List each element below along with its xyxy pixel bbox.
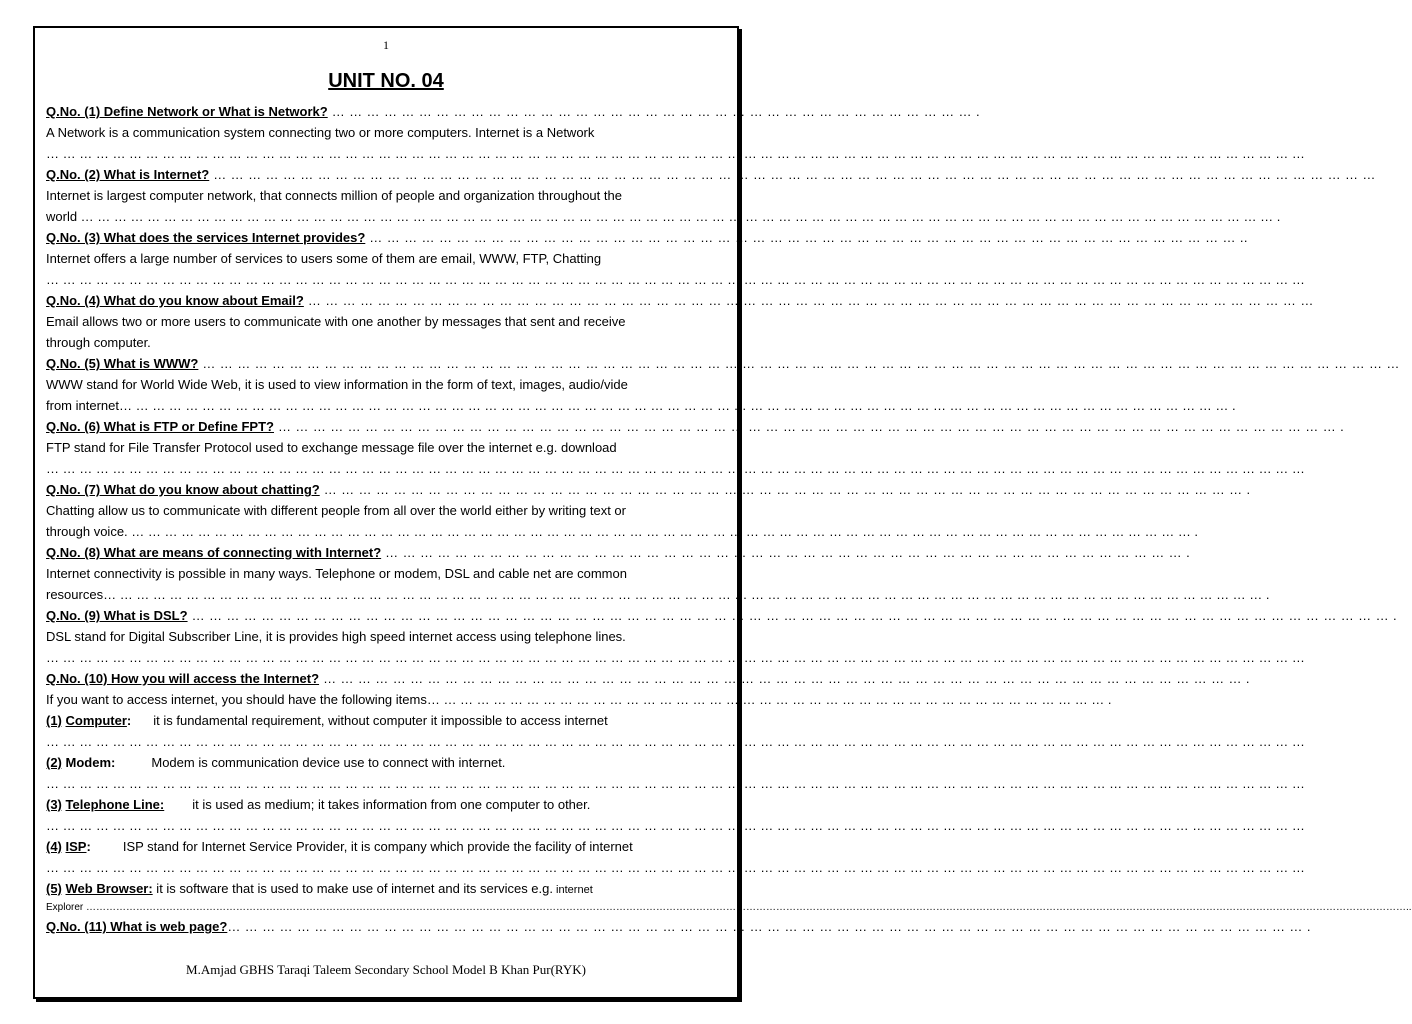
answer-line: … … … … … … … … … … … … … … … … … … … … … … … … … … … … … … … … … … … … … … … … … … … … … … … … … … … … … … … … … … … … … … … … … … … … … … … … … … … … — [46, 860, 1305, 875]
requirement-item: (4) ISP: ISP stand for Internet Service Provider, it is company which provide the facility of internet — [46, 839, 633, 854]
question-heading: Q.No. (5) What is WWW? … … … … … … … … … … … … … … … … … … … … … … … … … … … … … … … … … … … … … … … … … … … … … … … … … … … … … … … … … … … … … … … … … … … … … — [46, 356, 1400, 371]
answer-line: … … … … … … … … … … … … … … … … … … … … … … … … … … … … … … … … … … … … … … … … … … … … … … … … … … … … … … … … … … … … … … … … … … … … … … … … … … … … — [46, 461, 1305, 476]
answer-line: … … … … … … … … … … … … … … … … … … … … … … … … … … … … … … … … … … … … … … … … … … … … … … … … … … … … … … … … … … … … … … … … … … … … … … … … … … … … — [46, 734, 1305, 749]
answer-line: resources… … … … … … … … … … … … … … … … … … … … … … … … … … … … … … … … … … … … … … … … … … … … … … … … … … … … … … … … … … … … … … … … … … … … … … . — [46, 587, 1270, 602]
answer-line: If you want to access internet, you should have the following items… … … … … … … … … … … … … … … … … … … … … … … … … … … … … … … … … … … … … … … … … . — [46, 692, 1112, 707]
question-heading: Q.No. (11) What is web page?… … … … … … … … … … … … … … … … … … … … … … … … … … … … … … … … … … … … … … … … … … … … … … … … … … … … … … … … … … … … … … . — [46, 919, 1311, 934]
requirement-item: (2) Modem: Modem is communication device use to connect with internet. — [46, 755, 506, 770]
question-heading: Q.No. (6) What is FTP or Define FPT? … … … … … … … … … … … … … … … … … … … … … … … … … … … … … … … … … … … … … … … … … … … … … … … … … … … … … … … … … … … … … . — [46, 419, 1345, 434]
question-heading: Q.No. (10) How you will access the Internet? … … … … … … … … … … … … … … … … … … … … … … … … … … … … … … … … … … … … … … … … … … … … … … … … … … … … … . — [46, 671, 1250, 686]
question-heading: Q.No. (4) What do you know about Email? … … … … … … … … … … … … … … … … … … … … … … … … … … … … … … … … … … … … … … … … … … … … … … … … … … … … … … … … … … — [46, 293, 1314, 308]
answer-line: … … … … … … … … … … … … … … … … … … … … … … … … … … … … … … … … … … … … … … … … … … … … … … … … … … … … … … … … … … … … … … … … … … … … … … … … … … … … — [46, 146, 1305, 161]
answer-line: Internet offers a large number of services to users some of them are email, WWW, FTP, Chatting — [46, 251, 602, 266]
page-number: 1 — [383, 38, 389, 52]
answer-line: WWW stand for World Wide Web, it is used to view information in the form of text, images, audio/vide — [46, 377, 628, 392]
answer-line: through computer. — [46, 335, 151, 350]
question-heading: Q.No. (8) What are means of connecting with Internet? … … … … … … … … … … … … … … … … … … … … … … … … … … … … … … … … … … … … … … … … … … … … … … . — [46, 545, 1191, 560]
answer-line: … … … … … … … … … … … … … … … … … … … … … … … … … … … … … … … … … … … … … … … … … … … … … … … … … … … … … … … … … … … … … … … … … … … … … … … … … … … … — [46, 272, 1305, 287]
answer-line: Internet is largest computer network, that connects million of people and organization throughout the — [46, 188, 622, 203]
question-heading: Q.No. (7) What do you know about chatting? … … … … … … … … … … … … … … … … … … … … … … … … … … … … … … … … … … … … … … … … … … … … … … … … … … … … … . — [46, 482, 1251, 497]
answer-line: Email allows two or more users to communicate with one another by messages that sent and receive — [46, 314, 626, 329]
question-list — [46, 101, 1400, 668]
question-heading: Q.No. (9) What is DSL? … … … … … … … … … … … … … … … … … … … … … … … … … … … … … … … … … … … … … … … … … … … … … … … … … … … … … … … … … … … … … … … … … … … … … . — [46, 608, 1398, 623]
answer-line: Explorer ……………………………………………………………………………………………………………………………………………………………………………………………………………………………………………………………………………………………………………………………………………………………….. — [46, 902, 1412, 913]
answer-line: from internet… … … … … … … … … … … … … … … … … … … … … … … … … … … … … … … … … … … … … … … … … … … … … … … … … … … … … … … … … … … … … … … … … … … . — [46, 398, 1236, 413]
answer-line: FTP stand for File Transfer Protocol used to exchange message file over the internet e.g. download — [46, 440, 617, 455]
footer-text: M.Amjad GBHS Taraqi Taleem Secondary School Model B Khan Pur(RYK) — [186, 962, 586, 977]
unit-title: UNIT NO. 04 — [328, 70, 444, 92]
answer-line: world … … … … … … … … … … … … … … … … … … … … … … … … … … … … … … … … … … … … … … … … … … … … … … … … … … … … … … … … … … … … … … … … … … … … … … … … . — [46, 209, 1281, 224]
answer-line: … … … … … … … … … … … … … … … … … … … … … … … … … … … … … … … … … … … … … … … … … … … … … … … … … … … … … … … … … … … … … … … … … … … … … … … … … … … … — [46, 776, 1305, 791]
answer-line: … … … … … … … … … … … … … … … … … … … … … … … … … … … … … … … … … … … … … … … … … … … … … … … … … … … … … … … … … … … … … … … … … … … … … … … … … … … … — [46, 818, 1305, 833]
document-body — [46, 101, 1412, 937]
answer-line: A Network is a communication system connecting two or more computers. Internet is a Network — [46, 125, 595, 140]
question-heading: Q.No. (3) What does the services Internet provides? … … … … … … … … … … … … … … … … … … … … … … … … … … … … … … … … … … … … … … … … … … … … … … … … … … .. — [46, 230, 1248, 245]
requirement-item: (1) Computer: it is fundamental requirement, without computer it impossible to access internet — [46, 713, 608, 728]
question-heading: Q.No. (2) What is Internet? … … … … … … … … … … … … … … … … … … … … … … … … … … … … … … … … … … … … … … … … … … … … … … … … … … … … … … … … … … … … … … … … … … … — [46, 167, 1376, 182]
answer-line: … … … … … … … … … … … … … … … … … … … … … … … … … … … … … … … … … … … … … … … … … … … … … … … … … … … … … … … … … … … … … … … … … … … … … … … … … … … … — [46, 650, 1305, 665]
page-frame — [33, 26, 1412, 999]
requirement-item: (3) Telephone Line: it is used as medium; it takes information from one computer to other. — [46, 797, 591, 812]
answer-line: Internet connectivity is possible in many ways. Telephone or modem, DSL and cable net are common — [46, 566, 627, 581]
question-heading: Q.No. (1) Define Network or What is Network? … … … … … … … … … … … … … … … … … … … … … … … … … … … … … … … … … … … … … . — [46, 104, 980, 119]
requirement-item: (5) Web Browser: it is software that is used to make use of internet and its services e.g. internet — [46, 881, 593, 896]
answer-line: Chatting allow us to communicate with different people from all over the world either by writing text or — [46, 503, 626, 518]
answer-line: DSL stand for Digital Subscriber Line, it is provides high speed internet access using telephone lines. — [46, 629, 626, 644]
requirement-list — [46, 710, 1305, 878]
answer-line: through voice. … … … … … … … … … … … … … … … … … … … … … … … … … … … … … … … … … … … … … … … … … … … … … … … … … … … … … … … … … … … … … … … … . — [46, 524, 1199, 539]
